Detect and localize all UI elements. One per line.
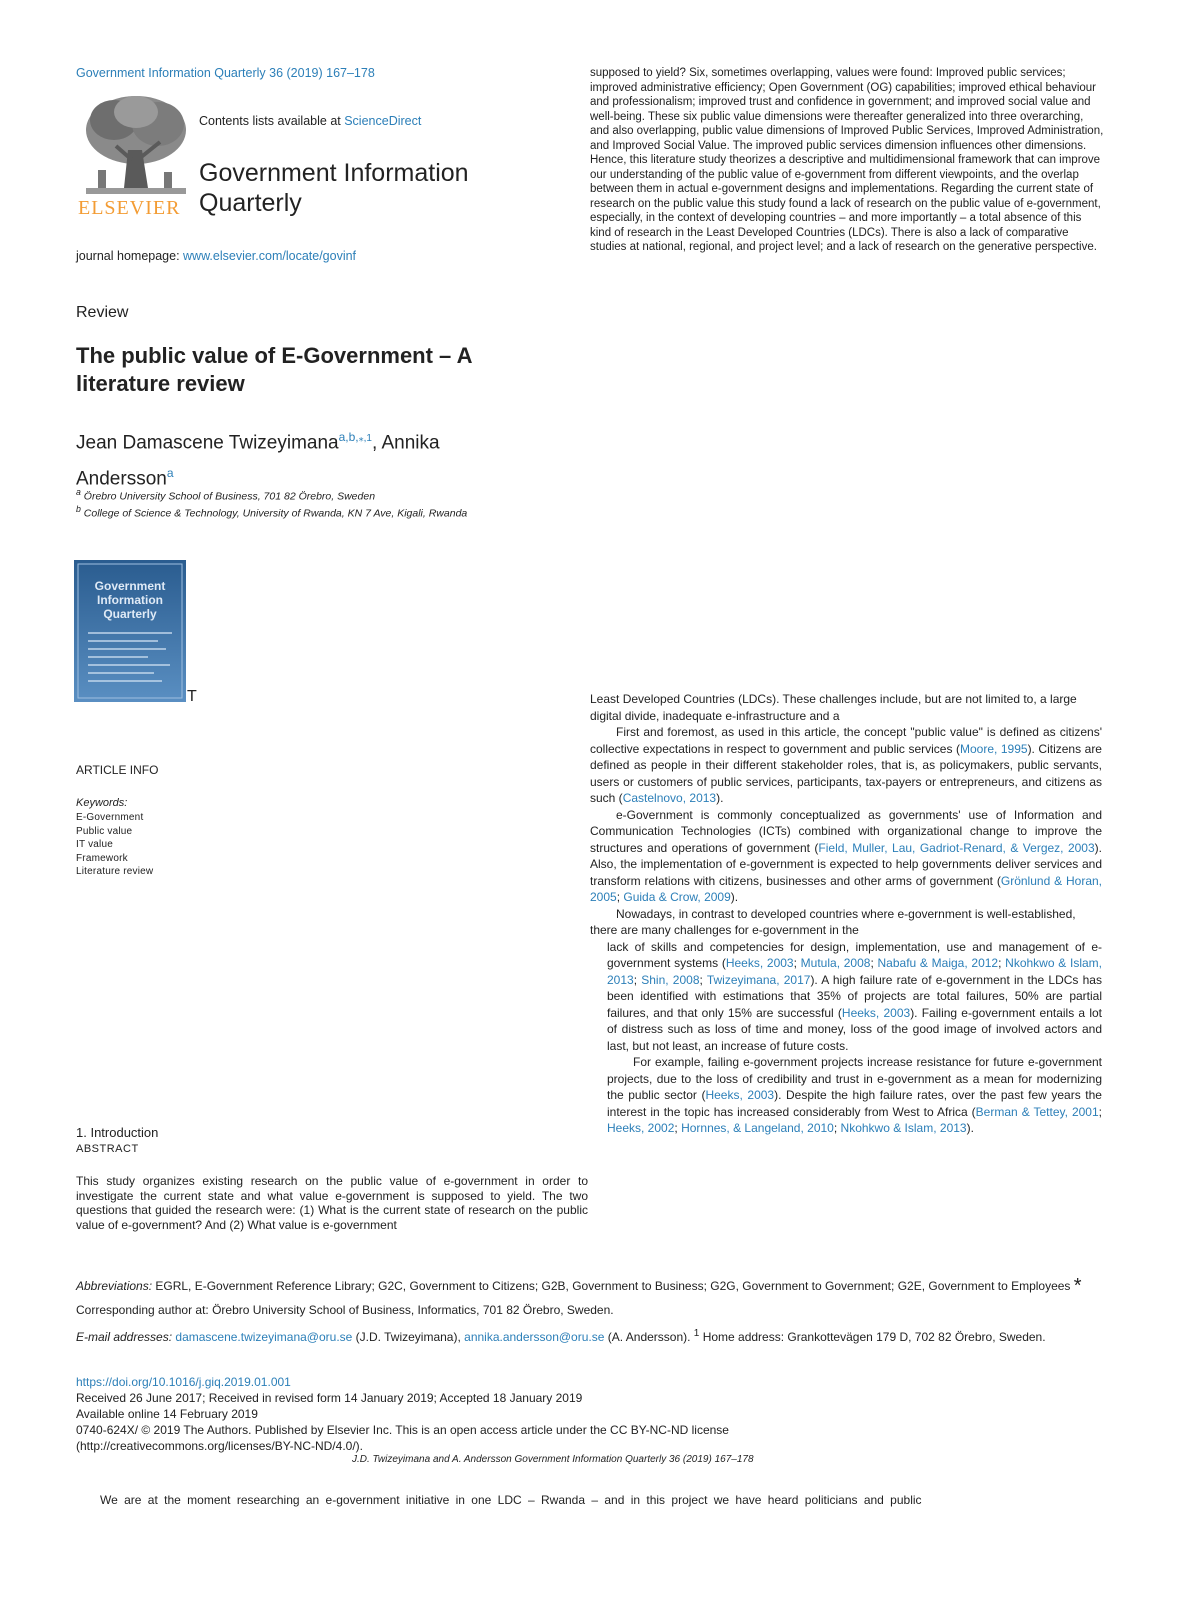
citation-link[interactable]: Mutula, 2008 [800,956,871,970]
keyword-list [76,811,153,879]
keyword-item[interactable]: Framework [76,852,128,864]
history-dates: Received 26 June 2017; Received in revised form 14 January 2019; Accepted 18 January 2019 [76,1391,583,1405]
affiliation-b [76,504,467,520]
keyword-item[interactable]: Public value [76,825,133,837]
citation-link[interactable]: Berman & Tettey, 2001 [975,1104,1099,1119]
contents-line [199,114,421,128]
text-run: ). Citizens are defined as people in their different stakeholder roles, that is, as policymakers, public servants, users or customers of public services, participants, tax-payers or entrepreneurs, and citizens as such ( [590,741,1102,805]
keyword-item[interactable]: E-Government [76,812,144,823]
elsevier-logo [76,90,194,218]
keyword-item[interactable]: Literature review [76,866,154,877]
license-text: 0740-624X/ © 2019 The Authors. Published by Elsevier Inc. This is an open access article under the CC BY-NC-ND license [76,1423,729,1437]
citation-link[interactable]: Nkohkwo & Islam, 2013 [607,956,1102,987]
text-run: e-Government is commonly conceptualized as governments' use of Information and Communication Technologies (ICTs) combined with organizational change to improve the structures and operations of government ( [590,807,1102,855]
sciencedirect-link[interactable]: ScienceDirect [344,114,422,128]
author-affiliation-marker[interactable]: a [166,466,174,481]
citation-link[interactable]: Heeks, 2002 [607,1121,675,1135]
abbreviations-footnote [76,1274,1106,1322]
affiliation-marker: a [76,487,81,497]
body-paragraph: lack of skills and competencies for design, implementation, use and management of e-government systems (Heeks, 2003; Mutula, 2008; Nabafu & Maiga, 2012; Nkohkwo & Islam, 2013; Shin, 2008; Twizeyimana, 2017). A high failure rate of e-government in the LDCs has been identified with estimations that 35% of projects are total failures, 50% are partial failures, and that only 15% are successful (Heeks, 2003). Failing e-government entails a lot of distress such as loss of time and money, loss of the good image of involved actors and last, but not least, an increase of future costs. [607,939,1102,1053]
text-run: ). Failing e-government entails a lot of distress such as loss of time and money, loss of the good image of involved actors and last, but not least, an increase of future costs. [607,1005,1102,1053]
citation-link[interactable]: Twizeyimana, 2017 [706,972,811,987]
citation-link[interactable]: Grönlund & Horan, 2005 [590,873,1102,904]
citation-link[interactable]: Heeks, 2003 [841,1005,911,1020]
keyword-item[interactable]: IT value [76,839,113,850]
abstract-continuation: supposed to yield? Six, sometimes overlapping, values were found: Improved public services; improved administrative efficiency; Open Government (OG) capabilities; improved ethical behaviour and professionalism; improved trust and confidence in government; and improved social value and well-being. These six public value dimensions were thereafter generalized into three overarching, and also overlapping, public value dimensions of Improved Public Services, Improved Administration, and Improved Social Value. The improved public services dimension influences other dimensions. Hence, this literature study theorizes a descriptive and multidimensional framework that can improve our understanding of the public value of e-government from different viewpoints, and the overlap between them in actual e-government designs and implementations. Regarding the current state of research on the public value this study found a lack of research on the public value of e-government, especially, in the context of developing countries – and more importantly – a total absence of this kind of research in the Least Developed Countries (LDCs). There is also a lack of comparative studies at national, regional, and project level; and a lack of research on the generative perspective. [590,67,1104,253]
email-footnote [76,1325,1106,1346]
abstract-text: This study organizes existing research on the public value of e-government in order to investigate the current state and what value e-government is supposed to yield. The two questions that guided the research were: (1) What is the current state of research on the public value of e-government? And (2) What value is e-government [76,1174,588,1232]
abbreviations-label: Abbreviations: [76,1279,153,1293]
contents-prefix: Contents lists available at [199,114,345,128]
affiliation-marker: b [76,504,81,514]
citation-link[interactable]: Shin, 2008 [641,972,700,987]
body-paragraph [590,724,1102,807]
author-separator: , Annika [371,432,440,454]
journal-homepage [76,249,356,263]
text-run: ). [716,791,724,805]
cover-title-line2: Information [97,593,163,607]
author-name[interactable]: Jean Damascene Twizeyimana [76,432,339,454]
text-run: ). Despite the high failure rates, over the past few years the interest in the topic has increased considerably from West to Africa ( [607,1088,1102,1119]
citation-link[interactable]: Guida & Crow, 2009 [623,890,731,904]
text-run: ). Also, the implementation of e-government is expected to help governments deliver services and transform relations with citizens, businesses and other arms of government ( [590,840,1102,888]
footnote-marker: 1 [693,1328,700,1339]
article-title: The public value of E-Government – A literature review [76,343,472,396]
article-type: Review [76,304,129,321]
cover-title-line3: Quarterly [103,607,157,621]
citation-link[interactable]: Heeks, 2003 [725,956,794,970]
homepage-prefix: journal homepage: [76,249,184,263]
body-paragraph [590,807,1102,906]
email-link[interactable]: damascene.twizeyimana@oru.se [175,1330,353,1344]
abbreviations-text: EGRL, E-Government Reference Library; G2C, Government to Citizens; G2B, Government to Business; G2G, Government to Government; G2E, Government to Employees [152,1279,1074,1293]
available-online: Available online 14 February 2019 [76,1407,258,1421]
homepage-link[interactable]: www.elsevier.com/locate/govinf [183,249,357,263]
affiliation-text: College of Science & Technology, University of Rwanda, KN 7 Ave, Kigali, Rwanda [83,507,468,520]
body-paragraph: Nowadays, in contrast to developed countries where e-government is well-established, there are many challenges for e-government in the [590,906,1076,937]
citation-link[interactable]: Moore, 1995 [959,741,1028,756]
corresponding-author-marker[interactable]: ⁎,1 [358,433,372,444]
article-info-heading: ARTICLE INFO [76,763,159,777]
text-run: First and foremost, as used in this article, the concept "public value" is defined as citizens' collective expectations in respect to government and public services ( [590,725,1102,756]
citation-link[interactable]: Nkohkwo & Islam, 2013 [840,1121,967,1135]
body-paragraph: Least Developed Countries (LDCs). These challenges include, but are not limited to, a large digital divide, inadequate e-infrastructure and a [590,692,1077,723]
journal-reference[interactable]: Government Information Quarterly 36 (2019) 167–178 [76,66,375,80]
corresponding-author-star: * [1073,1275,1082,1297]
cover-trailing-letter: T [187,688,197,705]
affiliation-a [76,487,375,503]
text-run: ). [966,1121,974,1135]
page-bottom-text: We are at the moment researching an e-government initiative in one LDC – Rwanda – and in this project we have heard politicians and public [100,1493,922,1507]
publication-info [76,1374,1106,1454]
text-run: ; [616,890,624,904]
journal-cover-thumbnail[interactable] [74,560,186,702]
doi-link[interactable]: https://doi.org/10.1016/j.giq.2019.01.001 [76,1375,291,1389]
citation-link[interactable]: Field, Muller, Lau, Gadriot-Renard, & Vergez, 2003 [818,840,1095,855]
body-text-column [590,691,1102,1137]
running-head: J.D. Twizeyimana and A. Andersson Government Information Quarterly 36 (2019) 167–178 [352,1454,754,1465]
author-list [76,422,556,495]
email-owner: (J.D. Twizeyimana), [352,1330,465,1344]
author-name[interactable]: Andersson [76,468,167,490]
email-link[interactable]: annika.andersson@oru.se [464,1330,605,1344]
license-url[interactable]: (http://creativecommons.org/licenses/BY-NC-ND/4.0/). [76,1439,363,1453]
body-paragraph: For example, failing e-government projects increase resistance for future e-government projects, due to the loss of credibility and trust in e-government as a mean for modernizing the public sector (Heeks, 2003). Despite the high failure rates, over the past few years the interest in the topic has increased considerably from West to Africa (Berman & Tettey, 2001; Heeks, 2002; Hornnes, & Langeland, 2010; Nkohkwo & Islam, 2013). [607,1055,1102,1135]
home-address: Home address: Grankottevägen 179 D, 702 82 Örebro, Sweden. [699,1330,1046,1344]
email-label: E-mail addresses: [76,1330,173,1344]
text-run: ). A high failure rate of e-government in the LDCs has been identified with estimations that 35% of projects are total failures, 50% are partial failures, and that only 15% are successful ( [607,972,1102,1020]
text-run: ). [730,890,739,904]
journal-title-line1: Government Information [199,159,469,187]
text-run: For example, failing e-government projects increase resistance for future e-government projects, due to the loss of credibility and trust in e-government as a mean for modernizing the public sector ( [607,1055,1102,1102]
citation-link[interactable]: Heeks, 2003 [705,1088,775,1102]
introduction-heading: 1. Introduction [76,1125,159,1140]
keywords-label: Keywords: [76,797,128,809]
journal-title-line2: Quarterly [199,189,302,217]
affiliation-text: Örebro University School of Business, 701 82 Örebro, Sweden [83,490,376,503]
email-owner: (A. Andersson). [604,1330,694,1344]
citation-link[interactable]: Nabafu & Maiga, 2012 [877,956,999,970]
citation-link[interactable]: Castelnovo, 2013 [622,791,717,805]
cover-title-line1: Government [94,579,166,593]
text-run: lack of skills and competencies for design, implementation, use and management of e-government systems ( [607,939,1102,970]
abstract-heading: ABSTRACT [76,1143,139,1155]
corresponding-author-text: Corresponding author at: Örebro University School of Business, Informatics, 701 82 Örebro, Sweden. [76,1303,614,1317]
author-affiliation-marker[interactable]: a,b, [338,430,359,444]
elsevier-logo-text: ELSEVIER [78,197,181,218]
journal-title[interactable] [199,158,469,218]
citation-link[interactable]: Hornnes, & Langeland, 2010 [681,1121,834,1135]
